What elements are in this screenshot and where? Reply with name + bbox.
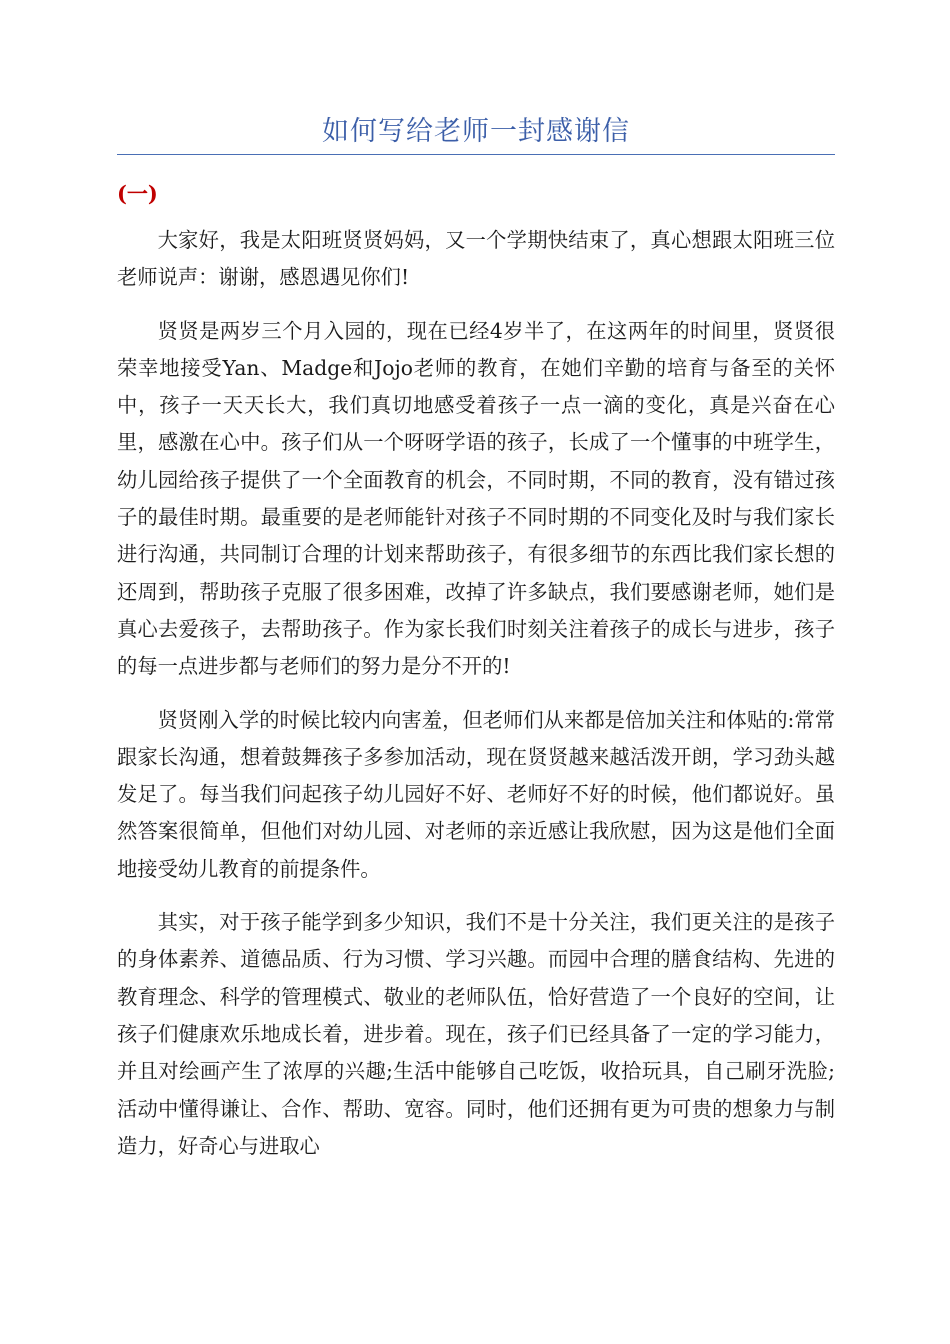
title-divider [117, 154, 835, 155]
paragraph-1: 大家好，我是太阳班贤贤妈妈，又一个学期快结束了，真心想跟太阳班三位老师说声：谢谢，感恩遇见你们! [117, 228, 835, 290]
document-title: 如何写给老师一封感谢信 [322, 116, 630, 147]
letter-body [117, 222, 835, 1181]
paragraph-2: 贤贤是两岁三个月入园的，现在已经4岁半了，在这两年的时间里，贤贤很荣幸地接受Yan、Madge和Jojo老师的教育，在她们辛勤的培育与备至的关怀中，孩子一天天长大，我们真切地感受着孩子一点一滴的变化，真是兴奋在心里，感激在心中。孩子们从一个呀呀学语的孩子，长成了一个懂事的中班学生，幼儿园给孩子提供了一个全面教育的机会，不同时期，不同的教育，没有错过孩子的最佳时期。最重要的是老师能针对孩子不同时期的不同变化及时与我们家长进行沟通，共同制订合理的计划来帮助孩子，有很多细节的东西比我们家长想的还周到，帮助孩子克服了很多困难，改掉了许多缺点，我们要感谢老师，她们是真心去爱孩子，去帮助孩子。作为家长我们时刻关注着孩子的成长与进步，孩子的每一点进步都与老师们的努力是分不开的! [117, 318, 835, 679]
paragraph-3: 贤贤刚入学的时候比较内向害羞，但老师们从来都是倍加关注和体贴的:常常跟家长沟通，想着鼓舞孩子多参加活动，现在贤贤越来越活泼开朗，学习劲头越发足了。每当我们问起孩子幼儿园好不好、老师好不好的时候，他们都说好。虽然答案很简单，但他们对幼儿园、对老师的亲近感让我欣慰，因为这是他们全面地接受幼儿教育的前提条件。 [117, 707, 835, 881]
section-label: (一) [117, 181, 158, 206]
paragraph-4: 其实，对于孩子能学到多少知识，我们不是十分关注，我们更关注的是孩子的身体素养、道德品质、行为习惯、学习兴趣。而园中合理的膳食结构、先进的教育理念、科学的管理模式、敬业的老师队伍，恰好营造了一个良好的空间，让孩子们健康欢乐地成长着，进步着。现在，孩子们已经具备了一定的学习能力，并且对绘画产生了浓厚的兴趣;生活中能够自己吃饭，收拾玩具，自己刷牙洗脸;活动中懂得谦让、合作、帮助、宽容。同时，他们还拥有更为可贵的想象力与制造力，好奇心与进取心 [117, 910, 835, 1158]
